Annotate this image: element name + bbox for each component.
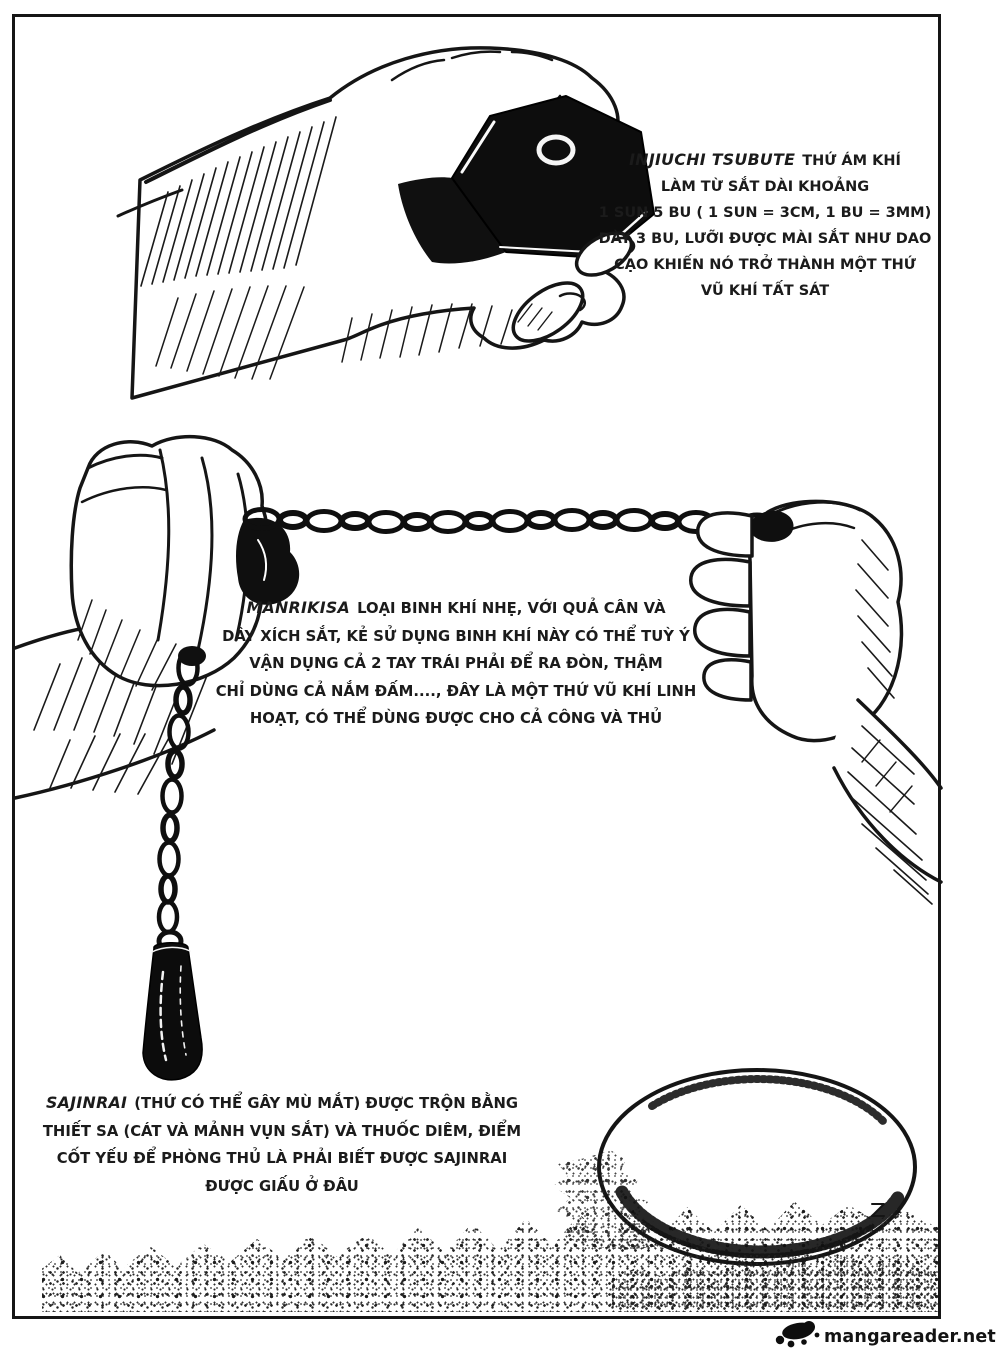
caption-text: THỨ ÁM KHÍ [802, 153, 901, 169]
caption-text: LOẠI BINH KHÍ NHẸ, VỚI QUẢ CÂN VÀ [357, 600, 666, 617]
caption-line [208, 594, 704, 623]
right-fist [691, 501, 902, 740]
caption-line: HOẠT, CÓ THỂ DÙNG ĐƯỢC CHO CẢ CÔNG VÀ THỦ [249, 710, 663, 727]
caption-line [22, 1089, 542, 1118]
caption-text: (THỨ CÓ THỂ GÂY MÙ MẮT) ĐƯỢC TRỘN BẰNG [134, 1095, 518, 1112]
weapon-name-sajinrai: SAJINRAI [45, 1093, 128, 1112]
caption-line: CỐT YẾU ĐỂ PHÒNG THỦ LÀ PHẢI BIẾT ĐƯỢC SAJINRAI [56, 1150, 508, 1167]
caption-line: LÀM TỪ SẮT DÀI KHOẢNG [660, 179, 870, 195]
caption-line: 1 SUN 5 BU ( 1 SUN = 3CM, 1 BU = 3MM) [598, 205, 932, 221]
caption-line: ĐƯỢC GIẤU Ở ĐÂU [205, 1177, 359, 1195]
caption-tsubute [593, 147, 937, 304]
right-forearm [832, 700, 941, 904]
caption-line: VẬN DỤNG CẢ 2 TAY TRÁI PHẢI ĐỂ RA ĐÒN, THẬM [249, 655, 663, 672]
caption-line: THIẾT SA (CÁT VÀ MẢNH VỤN SẮT) VÀ THUỐC DIÊM, ĐIỂM [42, 1122, 522, 1140]
caption-line: DÂY XÍCH SẮT, KẺ SỬ DỤNG BINH KHÍ NÀY CÓ THỂ TUỲ Ý [222, 627, 690, 645]
caption-line: CHỈ DÙNG CẢ NẮM ĐẤM...., ĐÂY LÀ MỘT THỨ VŨ KHÍ LINH [215, 682, 697, 700]
weapon-name-tsubute: INJIUCHI TSUBUTE [629, 150, 796, 169]
caption-sajinrai [22, 1089, 542, 1200]
site-watermark[interactable] [771, 1320, 996, 1347]
caption-line: DÀY 3 BU, LƯỠI ĐƯỢC MÀI SẮT NHƯ DAO [598, 231, 932, 247]
tsubute-illustration [118, 48, 654, 398]
chain-weight [143, 943, 202, 1080]
caption-line [593, 147, 937, 174]
caption-manriki [208, 594, 704, 733]
site-name: mangareader.net [823, 1327, 996, 1347]
caption-line: CẠO KHIẾN NÓ TRỞ THÀNH MỘT THỨ [614, 257, 916, 273]
manriki-illustration [15, 437, 941, 1080]
mangareader-logo-icon [771, 1320, 823, 1349]
caption-line: VŨ KHÍ TẤT SÁT [700, 283, 830, 299]
weapon-name-manriki: MANRIKISA [246, 598, 351, 617]
